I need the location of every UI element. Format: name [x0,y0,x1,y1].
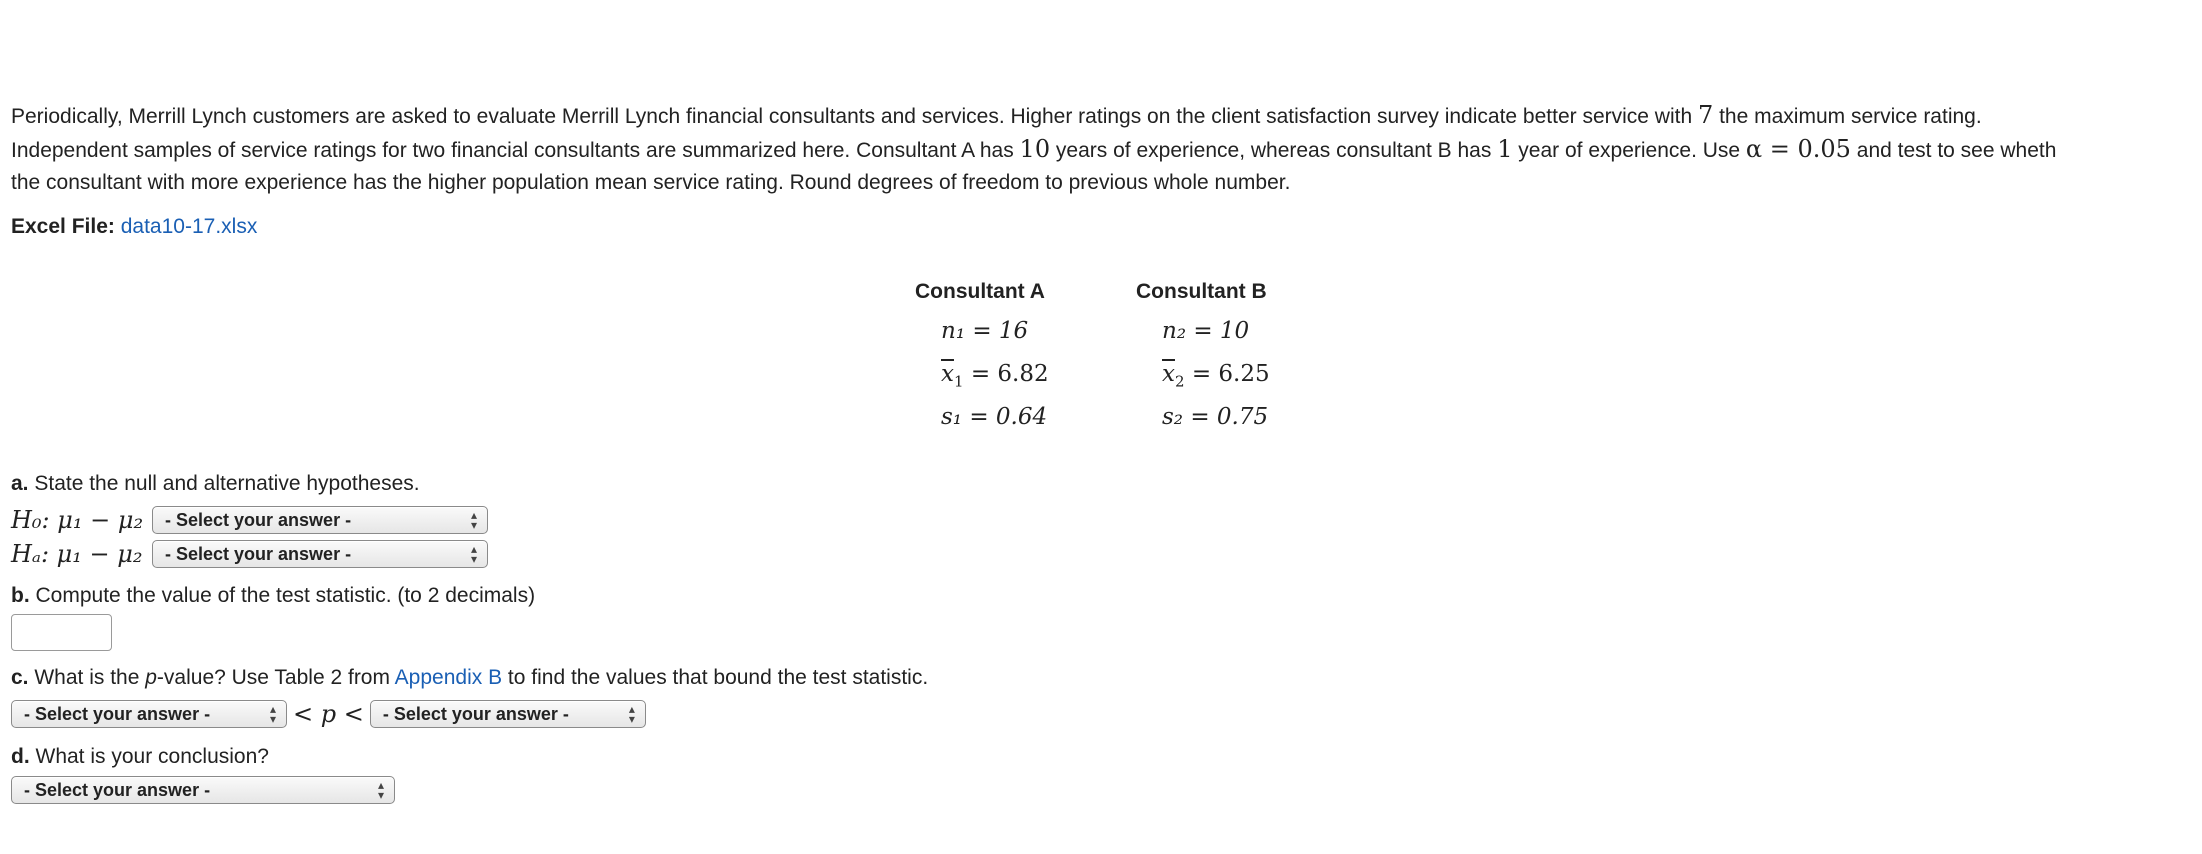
select-arrows-icon: ▴ ▾ [628,702,635,726]
p-inequality: < p < [293,700,364,728]
consultant-b-header: Consultant B [1136,280,1267,303]
test-statistic-input[interactable] [11,614,112,651]
problem-intro [11,98,2202,200]
part-a-prompt: a. State the null and alternative hypotheses. [11,472,420,495]
consultant-a-column [915,280,1049,439]
ha-label: Hₐ: μ₁ − μ₂ [11,540,143,568]
alpha-value: α = 0.05 [1745,135,1851,163]
consultant-a-s: s₁ = 0.64 [941,404,1048,430]
max-rating-value: 7 [1697,101,1714,129]
p-upper-bound-select[interactable]: - Select your answer - ▴ ▾ [370,700,646,728]
p-lower-bound-select[interactable]: - Select your answer - ▴ ▾ [11,700,287,728]
h0-select[interactable]: - Select your answer - ▴ ▾ [152,506,488,534]
select-arrows-icon: ▴ ▾ [470,542,477,566]
years-b-value: 1 [1497,135,1513,163]
intro-line-1: Periodically, Merrill Lynch customers are asked to evaluate Merrill Lynch financial consultants and services. Higher ratings on the client satisfaction survey indicate better service with 7 the maximum service rating. [11,101,1982,129]
p-value-bounds-row [11,700,646,728]
consultant-b-n: n₂ = 10 [1162,318,1250,344]
consultant-a-n: n₁ = 16 [941,318,1029,344]
consultant-a-header: Consultant A [915,280,1045,303]
select-arrows-icon: ▴ ▾ [269,702,276,726]
conclusion-row [11,775,395,805]
years-a-value: 10 [1019,135,1051,163]
excel-file-line [11,215,257,239]
part-b-prompt: b. Compute the value of the test statistic. (to 2 decimals) [11,584,536,607]
part-c-prompt: c. What is the p-value? Use Table 2 from Appendix B to find the values that bound the test statistic. [11,666,929,689]
part-d-prompt: d. What is your conclusion? [11,745,269,768]
excel-file-link[interactable]: data10-17.xlsx [120,215,258,238]
select-arrows-icon: ▴ ▾ [470,508,477,532]
consultant-b-s: s₂ = 0.75 [1162,404,1269,430]
h0-label: H₀: μ₁ − μ₂ [11,506,144,534]
consultant-b-mean: $\overline{x}_2 = 6.25$ [1162,361,1270,391]
intro-line-2: Independent samples of service ratings for two financial consultants are summarized here. Consultant A has 10 years of experience, whereas consultant B has 1 year of experience. Use α = 0.05 and test to see wheth [11,135,2057,163]
consultant-a-mean: $\overline{x}_1 = 6.82$ [941,361,1049,391]
ha-select[interactable]: - Select your answer - ▴ ▾ [152,540,488,568]
conclusion-select[interactable]: - Select your answer - ▴ ▾ [11,776,395,804]
ha-row [11,539,488,569]
consultant-b-column [1136,280,1270,439]
intro-line-3: the consultant with more experience has the higher population mean service rating. Round degrees of freedom to previous whole number. [11,171,1291,194]
appendix-b-link[interactable]: Appendix B [394,666,503,689]
excel-file-label: Excel File: [11,215,115,238]
select-arrows-icon: ▴ ▾ [377,778,384,802]
h0-row [11,505,488,535]
